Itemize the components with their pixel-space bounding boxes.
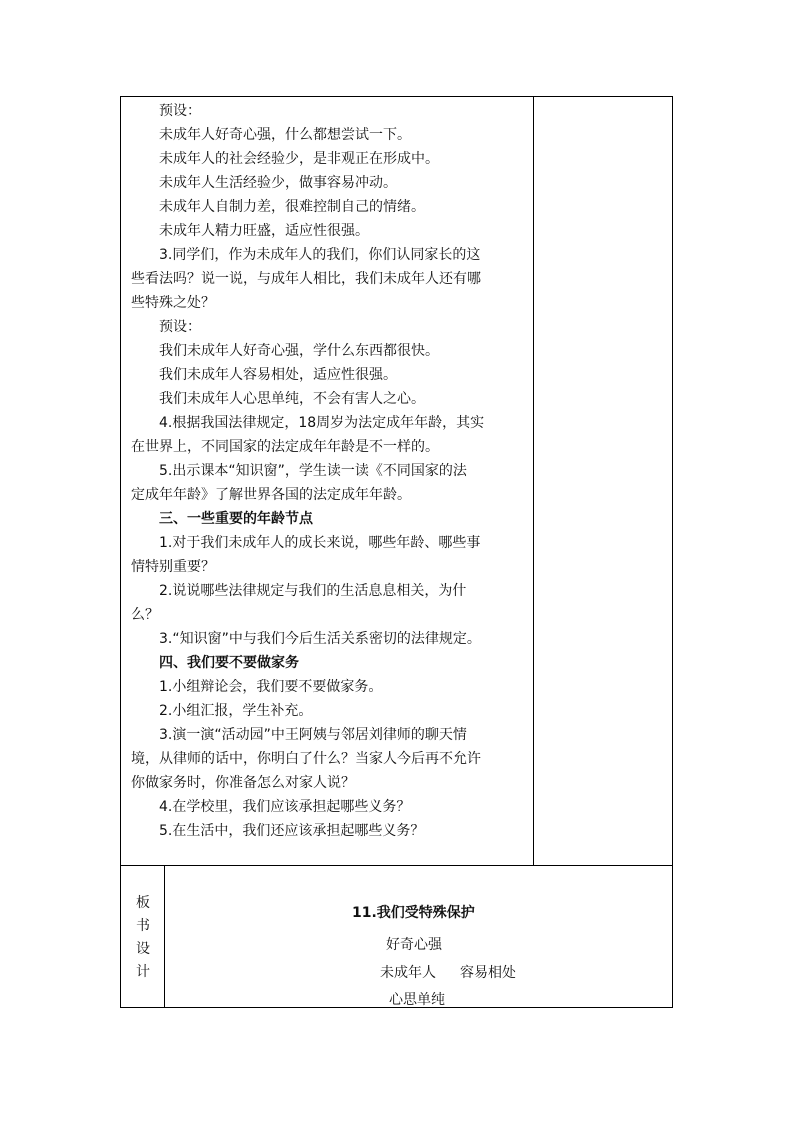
- content-line: 未成年人好奇心强，什么都想尝试一下。: [159, 127, 411, 143]
- board-item-easygoing: 容易相处: [460, 965, 516, 981]
- content-line: 你做家务时，你准备怎么对家人说？: [131, 775, 355, 791]
- content-line: 2.说说哪些法律规定与我们的生活息息相关，为什: [159, 583, 467, 599]
- board-label-divider: [164, 865, 165, 1008]
- lesson-content: [131, 99, 531, 843]
- content-line: 未成年人生活经验少，做事容易冲动。: [159, 175, 397, 191]
- content-line: 些特殊之处？: [131, 295, 215, 311]
- content-line: 未成年人精力旺盛，适应性很强。: [159, 223, 369, 239]
- content-line: 4.根据我国法律规定，18周岁为法定成年年龄，其实: [159, 415, 485, 431]
- row-divider: [120, 865, 673, 866]
- content-line: 5.出示课本“知识窗”，学生读一读《不同国家的法: [159, 463, 467, 479]
- content-line: 4.在学校里，我们应该承担起哪些义务？: [159, 799, 411, 815]
- content-line: 2.小组汇报，学生补充。: [159, 703, 313, 719]
- content-line: 些看法吗？说一说，与成年人相比，我们未成年人还有哪: [131, 271, 481, 287]
- content-line: 3.演一演“活动园”中王阿姨与邻居刘律师的聊天情: [159, 727, 467, 743]
- content-line: 我们未成年人心思单纯，不会有害人之心。: [159, 391, 425, 407]
- content-line: 定成年年龄》了解世界各国的法定成年年龄。: [131, 487, 411, 503]
- content-line: 预设：: [159, 103, 201, 119]
- content-line: 在世界上，不同国家的法定成年年龄是不一样的。: [131, 439, 439, 455]
- column-divider-right: [533, 96, 534, 866]
- board-label-char: 板: [136, 895, 150, 911]
- content-line: 境，从律师的话中，你明白了什么？当家人今后再不允许: [131, 751, 481, 767]
- board-item-simple-mind: 心思单纯: [389, 992, 445, 1008]
- content-line: 情特别重要？: [131, 559, 215, 575]
- content-line: 四、我们要不要做家务: [159, 655, 299, 671]
- board-label-char: 书: [136, 918, 150, 934]
- content-line: 3.“知识窗”中与我们今后生活关系密切的法律规定。: [159, 631, 481, 647]
- content-line: 5.在生活中，我们还应该承担起哪些义务？: [159, 823, 425, 839]
- content-line: 我们未成年人好奇心强，学什么东西都很快。: [159, 343, 439, 359]
- content-line: 预设：: [159, 319, 201, 335]
- content-line: 未成年人的社会经验少，是非观正在形成中。: [159, 151, 439, 167]
- board-center-minors: 未成年人: [380, 965, 436, 981]
- content-line: 我们未成年人容易相处，适应性很强。: [159, 367, 397, 383]
- content-line: 未成年人自制力差，很难控制自己的情绪。: [159, 199, 425, 215]
- content-line: 3.同学们，作为未成年人的我们，你们认同家长的这: [159, 247, 481, 263]
- content-line: 三、一些重要的年龄节点: [159, 511, 313, 527]
- board-title: 11.我们受特殊保护: [352, 905, 475, 921]
- board-item-curiosity: 好奇心强: [386, 937, 442, 953]
- board-label-char: 设: [136, 941, 150, 957]
- content-line: 1.对于我们未成年人的成长来说，哪些年龄、哪些事: [159, 535, 481, 551]
- content-line: 么？: [131, 607, 159, 623]
- board-design-label: [122, 892, 164, 984]
- board-label-char: 计: [136, 964, 150, 980]
- content-line: 1.小组辩论会，我们要不要做家务。: [159, 679, 383, 695]
